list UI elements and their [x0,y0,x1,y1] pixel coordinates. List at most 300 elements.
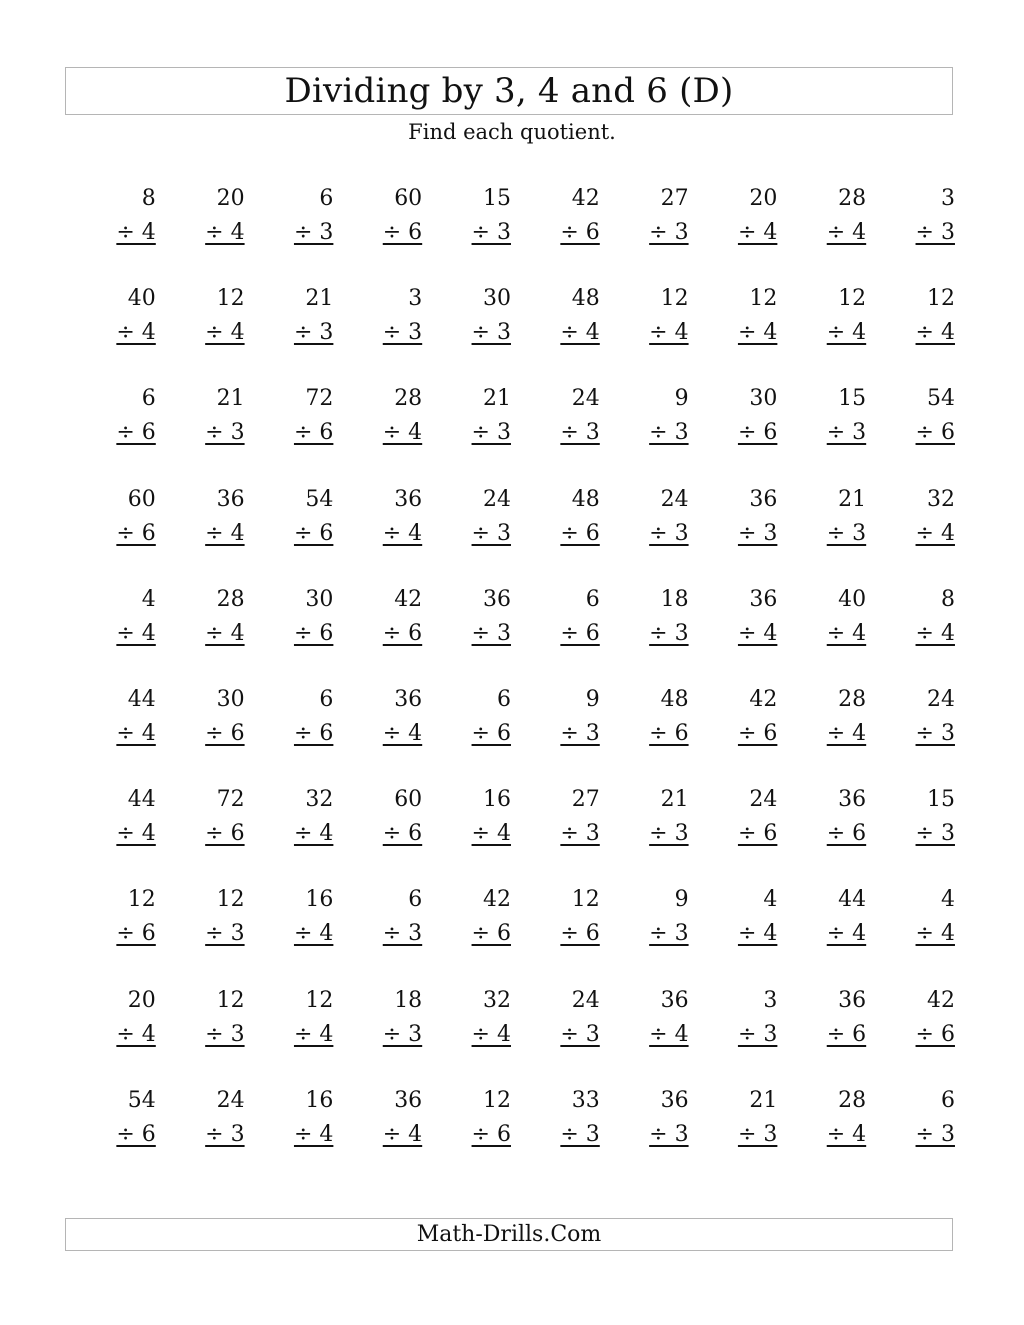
dividend: 15 [482,186,511,211]
divisor: ÷ 3 [205,1021,245,1047]
divisor: ÷ 3 [205,420,245,446]
problem [263,982,352,1082]
problem [263,681,352,781]
problem [263,881,352,981]
dividend: 30 [482,286,511,312]
divisor: ÷ 6 [293,420,334,446]
problem [884,581,973,681]
dividend: 18 [394,987,423,1013]
divisor: ÷ 4 [116,620,156,646]
divisor: ÷ 3 [915,220,955,245]
divisor: ÷ 6 [737,821,778,847]
dividend: 30 [216,686,245,712]
divisor: ÷ 4 [737,220,778,245]
dividend: 24 [926,686,955,712]
problem [795,581,884,681]
problem [884,180,973,280]
problem [351,982,440,1082]
divisor: ÷ 3 [471,420,511,446]
divisor: ÷ 3 [737,520,778,546]
problem [618,982,707,1082]
problem [529,1082,618,1182]
instructions: Find each quotient. [408,120,616,144]
divisor: ÷ 4 [293,1021,334,1047]
problem [174,380,263,480]
divisor: ÷ 4 [116,720,156,746]
divisor: ÷ 4 [826,320,867,346]
dividend: 24 [216,1087,245,1113]
dividend: 54 [127,1087,156,1113]
problem-grid [85,180,957,1182]
problem [618,180,707,280]
dividend: 54 [926,386,955,412]
divisor: ÷ 4 [116,821,156,847]
dividend: 6 [408,887,423,913]
problem [884,781,973,881]
divisor: ÷ 6 [293,520,334,546]
divisor: ÷ 4 [205,520,245,546]
dividend: 36 [660,1087,689,1113]
problem [85,581,174,681]
dividend: 9 [674,386,689,412]
divisor: ÷ 4 [915,320,955,346]
problem [351,781,440,881]
divisor: ÷ 4 [382,420,423,446]
problem [707,481,796,581]
problem [440,380,529,480]
divisor: ÷ 3 [649,921,689,947]
divisor: ÷ 3 [737,1121,778,1147]
divisor: ÷ 3 [560,1121,600,1147]
dividend: 3 [940,186,955,211]
dividend: 42 [394,586,423,612]
problem [440,180,529,280]
dividend: 28 [838,686,867,712]
problem [351,581,440,681]
problem [529,681,618,781]
divisor: ÷ 4 [826,220,867,245]
divisor: ÷ 3 [737,1021,778,1047]
divisor: ÷ 4 [382,520,423,546]
divisor: ÷ 3 [293,320,334,346]
dividend: 8 [940,586,955,612]
problem [440,681,529,781]
divisor: ÷ 4 [293,1121,334,1147]
problem [174,1082,263,1182]
problem [884,380,973,480]
problem [884,1082,973,1182]
problem [85,280,174,380]
dividend: 15 [838,386,867,412]
dividend: 12 [216,987,245,1013]
dividend: 3 [763,987,778,1013]
divisor: ÷ 4 [116,220,156,245]
problem [174,180,263,280]
divisor: ÷ 3 [293,220,334,245]
dividend: 8 [141,186,156,211]
problem [174,481,263,581]
divisor: ÷ 3 [649,1121,689,1147]
divisor: ÷ 4 [382,1121,423,1147]
divisor: ÷ 6 [649,720,689,746]
dividend: 36 [394,686,423,712]
problem [884,881,973,981]
dividend: 20 [127,987,156,1013]
divisor: ÷ 4 [826,620,867,646]
problem [174,280,263,380]
divisor: ÷ 4 [826,720,867,746]
divisor: ÷ 6 [293,620,334,646]
divisor: ÷ 3 [382,1021,423,1047]
dividend: 15 [926,787,955,813]
divisor: ÷ 3 [471,620,511,646]
problem [529,280,618,380]
problem [263,1082,352,1182]
problem [707,881,796,981]
divisor: ÷ 4 [471,1021,511,1047]
dividend: 48 [660,686,689,712]
divisor: ÷ 4 [737,320,778,346]
footer-text: Math-Drills.Com [416,1221,602,1247]
dividend: 36 [749,486,778,512]
dividend: 16 [305,1087,334,1113]
divisor: ÷ 4 [649,1021,689,1047]
problem [440,781,529,881]
divisor: ÷ 3 [560,720,600,746]
divisor: ÷ 4 [205,620,245,646]
divisor: ÷ 6 [471,1121,511,1147]
divisor: ÷ 6 [116,1121,156,1147]
divisor: ÷ 6 [205,821,245,847]
dividend: 33 [571,1087,600,1113]
dividend: 4 [141,586,156,612]
problem [795,781,884,881]
divisor: ÷ 4 [293,821,334,847]
problem [618,781,707,881]
dividend: 6 [141,386,156,412]
divisor: ÷ 6 [471,720,511,746]
problem [174,681,263,781]
problem [440,1082,529,1182]
problem [440,881,529,981]
dividend: 54 [305,486,334,512]
problem [529,380,618,480]
problem [707,180,796,280]
divisor: ÷ 4 [205,220,245,245]
divisor: ÷ 3 [205,1121,245,1147]
problem [884,982,973,1082]
problem [618,681,707,781]
problem [618,380,707,480]
dividend: 28 [838,1087,867,1113]
dividend: 6 [319,686,334,712]
problem [85,881,174,981]
problem [795,681,884,781]
divisor: ÷ 3 [826,420,867,446]
problem [85,1082,174,1182]
dividend: 21 [749,1087,778,1113]
problem [707,1082,796,1182]
problem [351,481,440,581]
problem [529,781,618,881]
dividend: 28 [394,386,423,412]
title-box [65,67,953,115]
dividend: 20 [749,186,778,211]
problem [85,982,174,1082]
divisor: ÷ 3 [382,320,423,346]
dividend: 32 [926,486,955,512]
problem [351,280,440,380]
dividend: 36 [216,486,245,512]
problem [707,681,796,781]
dividend: 24 [571,987,600,1013]
divisor: ÷ 3 [560,1021,600,1047]
divisor: ÷ 3 [382,921,423,947]
problem [174,581,263,681]
divisor: ÷ 4 [737,620,778,646]
problem [529,982,618,1082]
dividend: 44 [127,787,156,813]
divisor: ÷ 4 [826,1121,867,1147]
dividend: 21 [216,386,245,412]
divisor: ÷ 3 [649,420,689,446]
dividend: 16 [482,787,511,813]
divisor: ÷ 6 [382,220,423,245]
dividend: 6 [319,186,334,211]
dividend: 20 [216,186,245,211]
dividend: 3 [408,286,423,312]
problem [351,180,440,280]
dividend: 21 [482,386,511,412]
dividend: 36 [394,486,423,512]
divisor: ÷ 3 [649,821,689,847]
problem [263,481,352,581]
problem [795,982,884,1082]
problem [85,180,174,280]
dividend: 6 [496,686,511,712]
divisor: ÷ 6 [471,921,511,947]
divisor: ÷ 6 [915,420,955,446]
dividend: 12 [216,887,245,913]
problem [351,681,440,781]
dividend: 12 [127,887,156,913]
dividend: 24 [571,386,600,412]
divisor: ÷ 6 [560,220,600,245]
problem [529,581,618,681]
divisor: ÷ 4 [382,720,423,746]
dividend: 9 [585,686,600,712]
dividend: 12 [838,286,867,312]
dividend: 21 [660,787,689,813]
divisor: ÷ 6 [116,420,156,446]
divisor: ÷ 3 [471,220,511,245]
dividend: 40 [838,586,867,612]
problem [884,481,973,581]
divisor: ÷ 6 [205,720,245,746]
problem [85,681,174,781]
problem [351,1082,440,1182]
problem [174,881,263,981]
dividend: 44 [127,686,156,712]
divisor: ÷ 6 [737,720,778,746]
problem [884,681,973,781]
divisor: ÷ 3 [649,520,689,546]
dividend: 72 [216,787,245,813]
divisor: ÷ 3 [649,620,689,646]
divisor: ÷ 4 [649,320,689,346]
dividend: 4 [940,887,955,913]
dividend: 30 [305,586,334,612]
problem [529,180,618,280]
dividend: 42 [482,887,511,913]
divisor: ÷ 3 [205,921,245,947]
problem [884,280,973,380]
dividend: 36 [838,787,867,813]
problem [707,781,796,881]
divisor: ÷ 4 [915,520,955,546]
dividend: 40 [127,286,156,312]
problem [440,982,529,1082]
divisor: ÷ 3 [915,1121,955,1147]
divisor: ÷ 6 [560,921,600,947]
dividend: 12 [926,286,955,312]
dividend: 42 [571,186,600,211]
dividend: 12 [749,286,778,312]
problem [618,1082,707,1182]
divisor: ÷ 6 [116,921,156,947]
problem [618,481,707,581]
problem [85,781,174,881]
divisor: ÷ 4 [205,320,245,346]
dividend: 27 [660,186,689,211]
divisor: ÷ 3 [915,821,955,847]
divisor: ÷ 3 [649,220,689,245]
divisor: ÷ 6 [293,720,334,746]
dividend: 21 [838,486,867,512]
problem [795,280,884,380]
divisor: ÷ 6 [382,620,423,646]
problem [707,380,796,480]
dividend: 36 [660,987,689,1013]
dividend: 36 [394,1087,423,1113]
dividend: 72 [305,386,334,412]
divisor: ÷ 6 [560,520,600,546]
problem [263,581,352,681]
problem [351,881,440,981]
dividend: 60 [394,186,423,211]
divisor: ÷ 6 [737,420,778,446]
divisor: ÷ 4 [826,921,867,947]
problem [263,280,352,380]
divisor: ÷ 4 [293,921,334,947]
divisor: ÷ 3 [560,821,600,847]
divisor: ÷ 4 [560,320,600,346]
divisor: ÷ 4 [116,320,156,346]
dividend: 48 [571,286,600,312]
dividend: 36 [482,586,511,612]
problem [618,881,707,981]
problem [440,280,529,380]
divisor: ÷ 4 [737,921,778,947]
divisor: ÷ 4 [915,620,955,646]
problem [85,380,174,480]
divisor: ÷ 4 [471,821,511,847]
problem [85,481,174,581]
divisor: ÷ 6 [826,1021,867,1047]
divisor: ÷ 3 [471,320,511,346]
dividend: 6 [585,586,600,612]
divisor: ÷ 6 [560,620,600,646]
dividend: 60 [127,486,156,512]
divisor: ÷ 3 [915,720,955,746]
problem [618,280,707,380]
problem [707,280,796,380]
footer-box [65,1218,953,1251]
divisor: ÷ 4 [915,921,955,947]
problem [351,380,440,480]
dividend: 44 [838,887,867,913]
problem [795,881,884,981]
problem [174,982,263,1082]
dividend: 32 [482,987,511,1013]
problem [440,481,529,581]
problem [263,781,352,881]
dividend: 48 [571,486,600,512]
problem [795,481,884,581]
dividend: 9 [674,887,689,913]
dividend: 12 [482,1087,511,1113]
dividend: 42 [749,686,778,712]
dividend: 32 [305,787,334,813]
dividend: 27 [571,787,600,813]
dividend: 28 [838,186,867,211]
problem [440,581,529,681]
dividend: 12 [216,286,245,312]
dividend: 36 [749,586,778,612]
problem [174,781,263,881]
problem [707,982,796,1082]
problem [618,581,707,681]
divisor: ÷ 3 [471,520,511,546]
problem [529,481,618,581]
dividend: 21 [305,286,334,312]
divisor: ÷ 6 [915,1021,955,1047]
dividend: 36 [838,987,867,1013]
dividend: 42 [926,987,955,1013]
dividend: 24 [749,787,778,813]
divisor: ÷ 6 [826,821,867,847]
dividend: 24 [482,486,511,512]
problem [263,180,352,280]
dividend: 30 [749,386,778,412]
divisor: ÷ 4 [116,1021,156,1047]
divisor: ÷ 6 [116,520,156,546]
dividend: 12 [571,887,600,913]
dividend: 18 [660,586,689,612]
worksheet-title: Dividing by 3, 4 and 6 (D) [284,71,734,111]
divisor: ÷ 3 [560,420,600,446]
dividend: 4 [763,887,778,913]
problem [795,380,884,480]
dividend: 16 [305,887,334,913]
problem [795,180,884,280]
problem [263,380,352,480]
divisor: ÷ 6 [382,821,423,847]
dividend: 12 [660,286,689,312]
dividend: 12 [305,987,334,1013]
problem [795,1082,884,1182]
divisor: ÷ 3 [826,520,867,546]
